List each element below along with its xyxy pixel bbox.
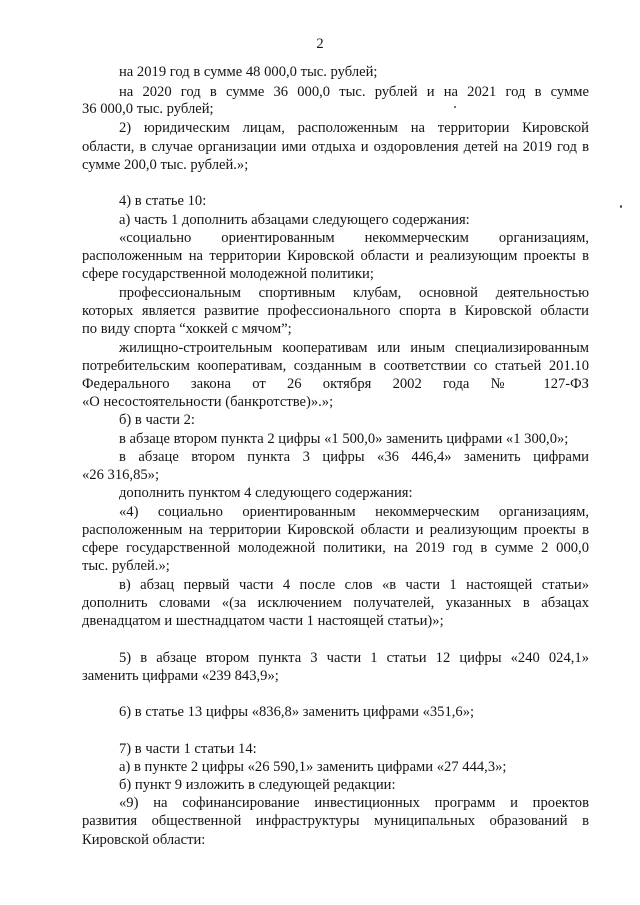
text-line: Федерального закона от 26 октября 2002 года № 127-ФЗ: [82, 376, 589, 392]
text-line: а) часть 1 дополнить абзацами следующего содержания:: [119, 212, 470, 228]
text-line: которых является развитие профессионального спорта в Кировской области: [82, 303, 589, 319]
text-line: сфере государственной молодежной политики;: [82, 266, 374, 282]
text-line: тыс. рублей.»;: [82, 558, 170, 574]
scan-speck: [454, 106, 456, 108]
page-number: 2: [316, 36, 324, 52]
text-line: «социально ориентированным некоммерческим организациям,: [119, 230, 589, 246]
text-line: развития общественной инфраструктуры муниципальных образований в: [82, 813, 589, 829]
text-line: «О несостоятельности (банкротстве)».»;: [82, 394, 334, 410]
text-line: сфере государственной молодежной политики, на 2019 год в сумме 2 000,0: [82, 540, 589, 556]
text-line: 2) юридическим лицам, расположенным на территории Кировской: [119, 120, 589, 136]
text-line: жилищно-строительным кооперативам или иным специализированным: [119, 340, 589, 356]
text-line: расположенным на территории Кировской области и реализующим проекты в: [82, 248, 589, 264]
text-line: расположенным на территории Кировской области и реализующим проекты в: [82, 522, 589, 538]
text-line: б) пункт 9 изложить в следующей редакции:: [119, 777, 396, 793]
text-line: двенадцатом и шестнадцатом части 1 настоящей статьи)»;: [82, 613, 444, 629]
text-line: профессиональным спортивным клубам, основной деятельностью: [119, 285, 589, 301]
text-line: по виду спорта “хоккей с мячом”;: [82, 321, 292, 337]
scan-speck: [620, 205, 622, 208]
text-line: а) в пункте 2 цифры «26 590,1» заменить цифрами «27 444,3»;: [119, 759, 507, 775]
text-line: Кировской области:: [82, 832, 206, 848]
text-line: 7) в части 1 статьи 14:: [119, 741, 257, 757]
text-line: 36 000,0 тыс. рублей;: [82, 101, 214, 117]
text-line: в) абзац первый части 4 после слов «в части 1 настоящей статьи»: [119, 577, 589, 593]
text-line: потребительским кооперативам, созданным в соответствии со статьей 201.10: [82, 358, 589, 374]
text-line: «26 316,85»;: [82, 467, 160, 483]
text-line: в абзаце втором пункта 3 цифры «36 446,4» заменить цифрами: [119, 449, 589, 465]
text-line: дополнить словами «(за исключением получателей, указанных в абзацах: [82, 595, 589, 611]
text-line: «9) на софинансирование инвестиционных программ и проектов: [119, 795, 589, 811]
text-line: заменить цифрами «239 843,9»;: [82, 668, 279, 684]
text-line: 6) в статье 13 цифры «836,8» заменить цифрами «351,6»;: [119, 704, 475, 720]
text-line: на 2019 год в сумме 48 000,0 тыс. рублей;: [119, 64, 378, 80]
text-line: «4) социально ориентированным некоммерческим организациям,: [119, 504, 589, 520]
text-line: в абзаце втором пункта 2 цифры «1 500,0» заменить цифрами «1 300,0»;: [119, 431, 569, 447]
text-line: 4) в статье 10:: [119, 193, 207, 209]
text-line: на 2020 год в сумме 36 000,0 тыс. рублей и на 2021 год в сумме: [119, 84, 589, 100]
text-line: 5) в абзаце втором пункта 3 части 1 статьи 12 цифры «240 024,1»: [119, 650, 589, 666]
text-line: б) в части 2:: [119, 412, 195, 428]
text-line: сумме 200,0 тыс. рублей.»;: [82, 157, 249, 173]
text-line: дополнить пунктом 4 следующего содержания:: [119, 485, 413, 501]
text-line: области, в случае организации ими отдыха и оздоровления детей на 2019 год в: [82, 139, 589, 155]
